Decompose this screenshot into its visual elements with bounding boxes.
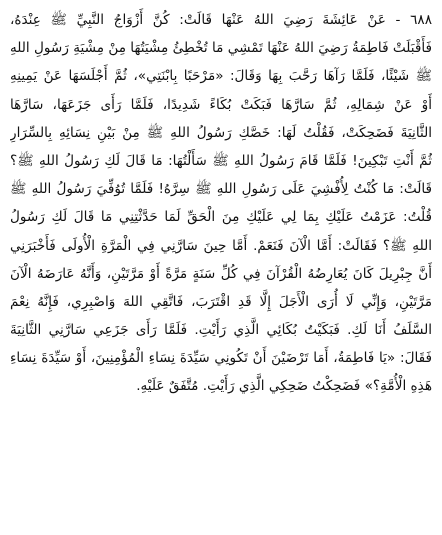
hadith-line-4: أَوْ عَنْ شِمَالِهِ، ثُمَّ سَارَّهَا فَبَكَتْ بُكَاءً شَدِيدًا، فَلَمَّا رَأَى جَزَعَهَا، سَارَّهَا [10, 96, 432, 113]
hadith-line-2: فَأَقْبَلَتْ فَاطِمَةُ رَضِيَ اللهُ عَنْهَا تَمْشِي مَا تُخْطِئُ مِشْيَتُهَا مِنْ مِشْيَةِ رَسُولِ اللهِ [10, 40, 432, 57]
hadith-line-3: ﷺ شَيْئًا، فَلَمَّا رَآهَا رَحَّبَ بِهَا وَقَالَ: «مَرْحَبًا بِابْنَتِي»، ثُمَّ أَجْلَسَهَا عَنْ يَمِينِهِ [10, 68, 432, 85]
hadith-line-10: أَنَّ جِبْرِيلَ كَانَ يُعَارِضُهُ الْقُرْآنَ فِي كُلِّ سَنَةٍ مَرَّةً أَوْ مَرَّتَيْنِ، وَأَنَّهُ عَارَضَهُ الْآنَ [10, 265, 432, 282]
hadith-line-14: هَذِهِ الْأُمَّةِ؟» فَضَحِكْتُ ضَحِكِي الَّذِي رَأَيْتِ. مُتَّفَقٌ عَلَيْهِ. [136, 378, 432, 395]
hadith-text-block [10, 6, 432, 401]
hadith-line-12: السَّلَفُ أَنَا لَكِ. فَبَكَيْتُ بُكَائِي الَّذِي رَأَيْتِ. فَلَمَّا رَأَى جَزَعِي سَارَّنِي الثَّانِيَةَ [10, 322, 432, 339]
hadith-line-7: قَالَتْ: مَا كُنْتُ لِأُفْشِيَ عَلَى رَسُولِ اللهِ ﷺ سِرَّهُ! فَلَمَّا تُوُفِّيَ رَسُولُ اللهِ ﷺ [10, 181, 432, 198]
hadith-line-5: الثَّانِيَةَ فَضَحِكَتْ، فَقُلْتُ لَهَا: خَصَّكِ رَسُولُ اللهِ ﷺ مِنْ بَيْنِ نِسَائِهِ بِالسِّرَارِ [10, 124, 432, 141]
hadith-line-8: قُلْتُ: عَزَمْتُ عَلَيْكِ بِمَا لِي عَلَيْكِ مِنَ الْحَقِّ لَمَا حَدَّثْتِنِي مَا قَالَ لَكِ رَسُولُ [10, 209, 432, 226]
hadith-line-6: ثُمَّ أَنْتِ تَبْكِينَ! فَلَمَّا قَامَ رَسُولُ اللهِ ﷺ سَأَلْتُهَا: مَا قَالَ لَكِ رَسُولُ اللهِ ﷺ؟ [10, 152, 432, 169]
hadith-line-9: اللهِ ﷺ؟ فَقَالَتْ: أَمَّا الْآنَ فَنَعَمْ. أَمَّا حِينَ سَارَّنِي فِي الْمَرَّةِ الْأُولَى فَأَخْبَرَنِي [10, 237, 432, 254]
hadith-line-13: فَقَالَ: «يَا فَاطِمَةُ، أَمَا تَرْضَيْنَ أَنْ تَكُونِي سَيِّدَةَ نِسَاءِ الْمُؤْمِنِينَ، أَوْ سَيِّدَةَ نِسَاءِ [10, 350, 432, 367]
hadith-line-11: مَرَّتَيْنِ، وَإِنِّي لَا أُرَى الْأَجَلَ إِلَّا قَدِ اقْتَرَبَ، فَاتَّقِي اللهَ وَاصْبِرِي، فَإِنَّهُ نِعْمَ [10, 293, 432, 310]
hadith-line-1: ٦٨٨ - عَنْ عَائِشَةَ رَضِيَ اللهُ عَنْهَا قَالَتْ: كُنَّ أَزْوَاجُ النَّبِيِّ ﷺ عِنْدَهُ، [10, 12, 432, 28]
